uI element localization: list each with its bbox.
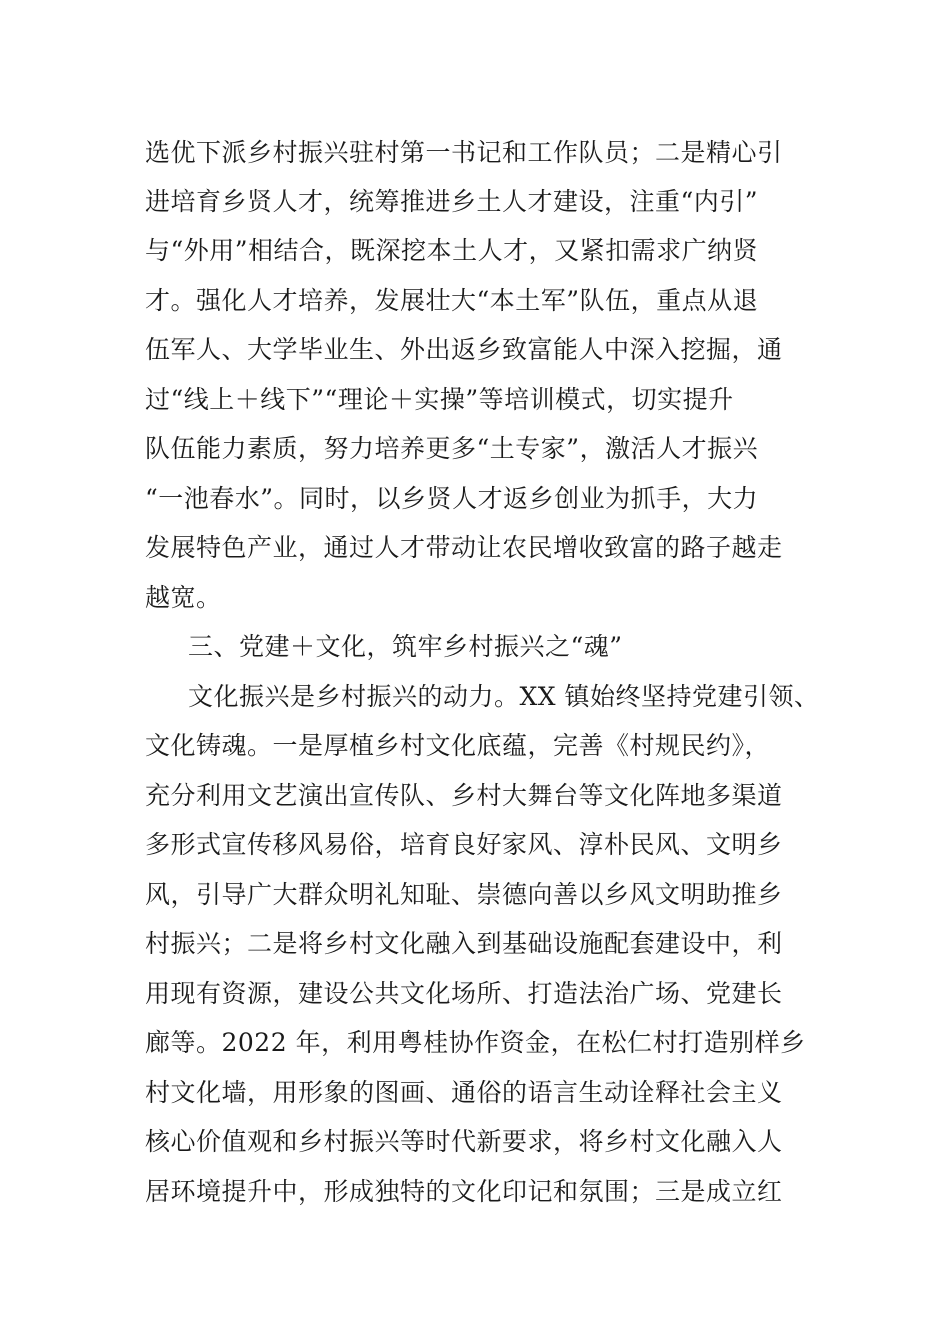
text-line-20: 村文化墙，用形象的图画、通俗的语言生动诠释社会主义 <box>145 1078 783 1107</box>
text-line-12: 文化振兴是乡村振兴的动力。XX 镇始终坚持党建引领、 <box>188 682 820 711</box>
text-line-16: 风，引导广大群众明礼知耻、崇德向善以乡风文明助推乡 <box>145 880 783 909</box>
text-line-9: 发展特色产业，通过人才带动让农民增收致富的路子越走 <box>145 533 783 562</box>
text-line-1: 选优下派乡村振兴驻村第一书记和工作队员；二是精心引 <box>145 138 783 167</box>
text-line-3: 与“外用”相结合，既深挖本土人才，又紧扣需求广纳贤 <box>145 236 759 265</box>
text-line-14: 充分利用文艺演出宣传队、乡村大舞台等文化阵地多渠道 <box>145 781 783 810</box>
text-line-21: 核心价值观和乡村振兴等时代新要求，将乡村文化融入人 <box>145 1127 783 1156</box>
text-line-7: 队伍能力素质，努力培养更多“土专家”，激活人才振兴 <box>145 434 759 463</box>
text-line-5: 伍军人、大学毕业生、外出返乡致富能人中深入挖掘，通 <box>145 335 783 364</box>
text-line-19: 廊等。2022 年，利用粤桂协作资金，在松仁村打造别样乡 <box>145 1028 806 1057</box>
text-line-6: 过“线上＋线下”“理论＋实操”等培训模式，切实提升 <box>145 385 734 414</box>
text-line-22: 居环境提升中，形成独特的文化印记和氛围；三是成立红 <box>145 1177 783 1206</box>
text-line-8: “一池春水”。同时，以乡贤人才返乡创业为抓手，大力 <box>145 484 759 513</box>
section-heading: 三、党建＋文化，筑牢乡村振兴之“魂” <box>188 632 623 661</box>
text-line-15: 多形式宣传移风易俗，培育良好家风、淳朴民风、文明乡 <box>145 830 783 859</box>
text-line-18: 用现有资源，建设公共文化场所、打造法治广场、党建长 <box>145 979 783 1008</box>
text-line-10: 越宽。 <box>145 583 222 612</box>
text-line-13: 文化铸魂。一是厚植乡村文化底蕴，完善《村规民约》， <box>145 731 771 760</box>
text-line-17: 村振兴；二是将乡村文化融入到基础设施配套建设中，利 <box>145 929 783 958</box>
text-line-2: 进培育乡贤人才，统筹推进乡土人才建设，注重“内引” <box>145 187 759 216</box>
text-line-4: 才。强化人才培养，发展壮大“本土军”队伍，重点从退 <box>145 286 759 315</box>
